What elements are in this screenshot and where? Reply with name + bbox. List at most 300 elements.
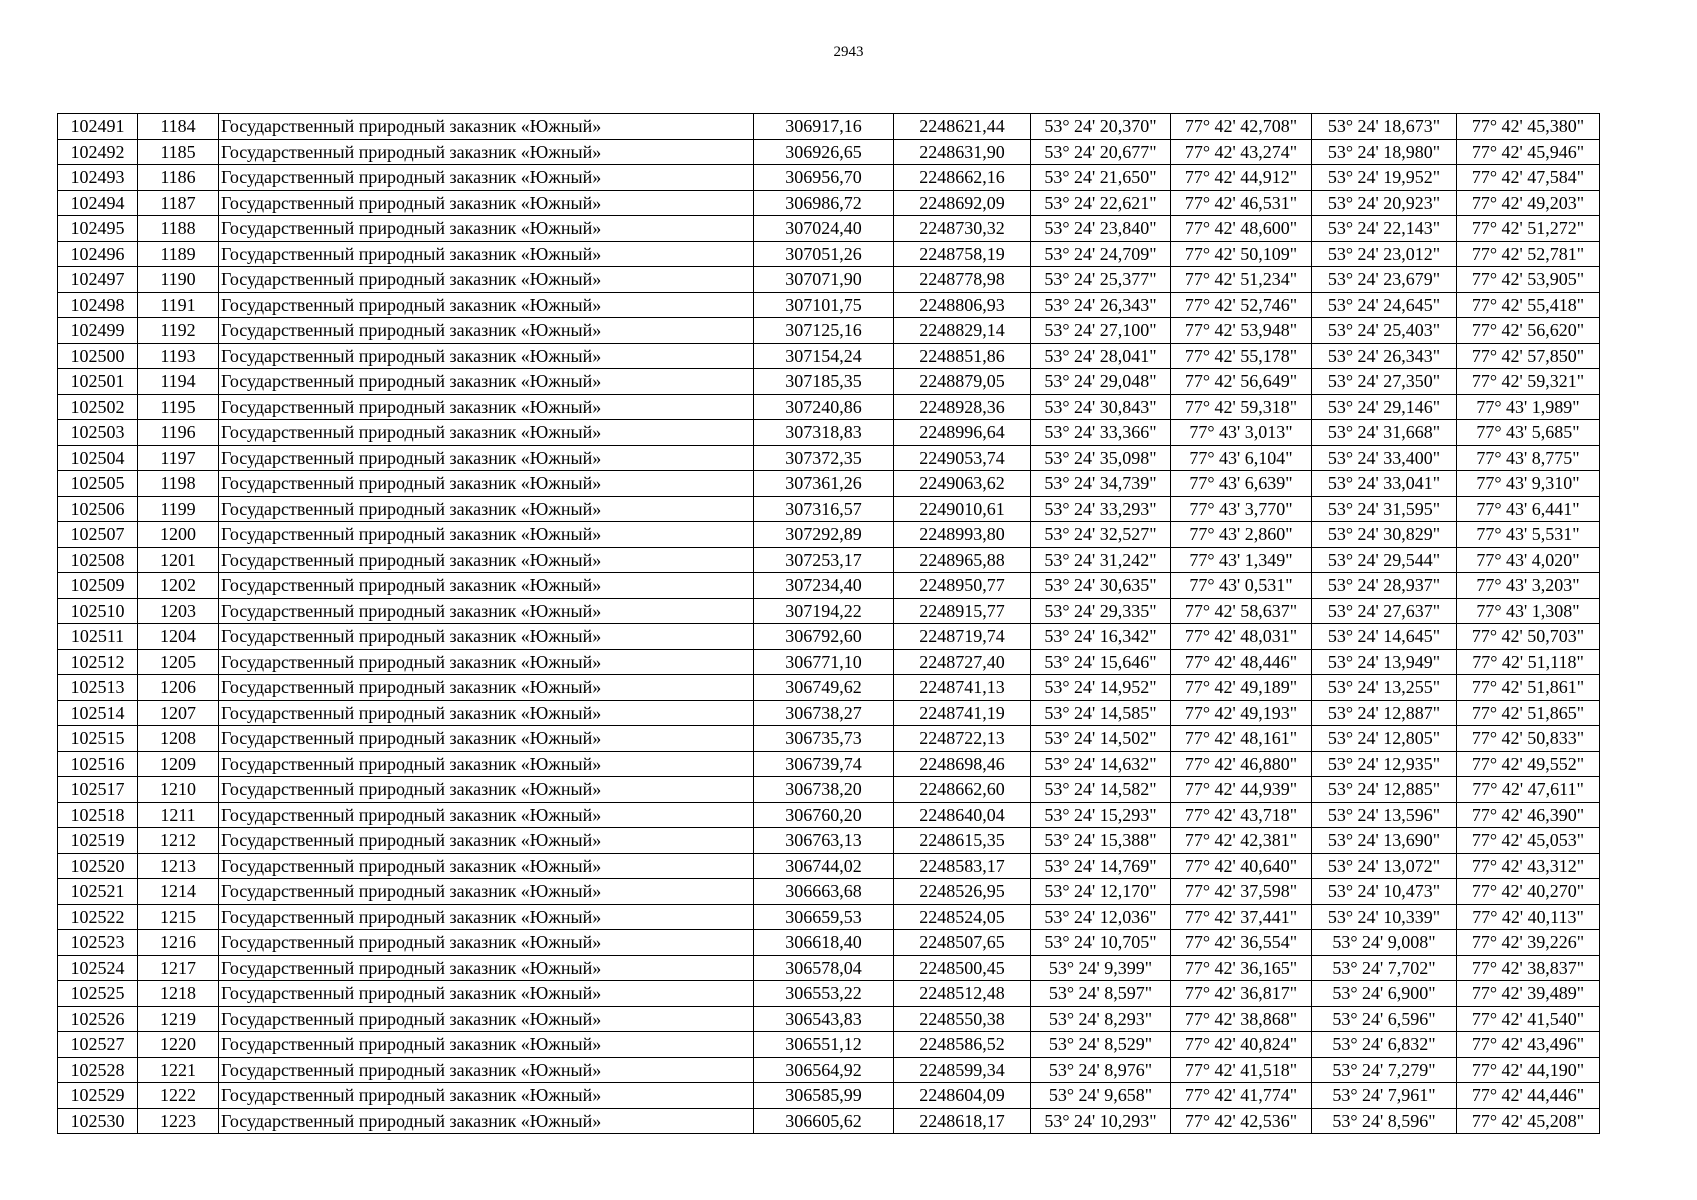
record-id-cell: 102525 xyxy=(58,981,138,1007)
lon-1-cell: 77° 42' 56,649" xyxy=(1171,369,1312,395)
lat-1-cell: 53° 24' 20,370" xyxy=(1031,114,1171,140)
table-row xyxy=(58,471,1600,497)
y-coord-cell: 2248662,16 xyxy=(894,165,1031,191)
x-coord-cell: 306663,68 xyxy=(754,879,894,905)
lon-1-cell: 77° 42' 51,234" xyxy=(1171,267,1312,293)
lat-2-cell: 53° 24' 13,690" xyxy=(1312,828,1457,854)
lon-2-cell: 77° 42' 44,446" xyxy=(1457,1083,1600,1109)
lat-1-cell: 53° 24' 8,293" xyxy=(1031,1006,1171,1032)
lon-2-cell: 77° 42' 45,946" xyxy=(1457,139,1600,165)
lon-1-cell: 77° 43' 0,531" xyxy=(1171,573,1312,599)
lat-1-cell: 53° 24' 14,952" xyxy=(1031,675,1171,701)
lon-2-cell: 77° 42' 45,380" xyxy=(1457,114,1600,140)
lon-2-cell: 77° 42' 49,552" xyxy=(1457,751,1600,777)
x-coord-cell: 306605,62 xyxy=(754,1108,894,1134)
lon-1-cell: 77° 43' 1,349" xyxy=(1171,547,1312,573)
y-coord-cell: 2248698,46 xyxy=(894,751,1031,777)
point-number-cell: 1199 xyxy=(138,496,219,522)
lon-2-cell: 77° 42' 44,190" xyxy=(1457,1057,1600,1083)
lon-2-cell: 77° 42' 55,418" xyxy=(1457,292,1600,318)
lon-1-cell: 77° 42' 59,318" xyxy=(1171,394,1312,420)
lat-1-cell: 53° 24' 8,976" xyxy=(1031,1057,1171,1083)
y-coord-cell: 2248640,04 xyxy=(894,802,1031,828)
lat-2-cell: 53° 24' 7,702" xyxy=(1312,955,1457,981)
name-cell: Государственный природный заказник «Южный» xyxy=(219,522,754,548)
table-row xyxy=(58,777,1600,803)
lat-2-cell: 53° 24' 9,008" xyxy=(1312,930,1457,956)
point-number-cell: 1217 xyxy=(138,955,219,981)
y-coord-cell: 2248604,09 xyxy=(894,1083,1031,1109)
name-cell: Государственный природный заказник «Южный» xyxy=(219,267,754,293)
x-coord-cell: 306956,70 xyxy=(754,165,894,191)
lon-1-cell: 77° 42' 40,824" xyxy=(1171,1032,1312,1058)
y-coord-cell: 2248507,65 xyxy=(894,930,1031,956)
x-coord-cell: 307101,75 xyxy=(754,292,894,318)
lon-1-cell: 77° 42' 46,531" xyxy=(1171,190,1312,216)
y-coord-cell: 2249010,61 xyxy=(894,496,1031,522)
point-number-cell: 1197 xyxy=(138,445,219,471)
point-number-cell: 1185 xyxy=(138,139,219,165)
lat-1-cell: 53° 24' 21,650" xyxy=(1031,165,1171,191)
y-coord-cell: 2248500,45 xyxy=(894,955,1031,981)
lat-2-cell: 53° 24' 13,072" xyxy=(1312,853,1457,879)
table-row xyxy=(58,318,1600,344)
lat-1-cell: 53° 24' 15,388" xyxy=(1031,828,1171,854)
point-number-cell: 1201 xyxy=(138,547,219,573)
record-id-cell: 102514 xyxy=(58,700,138,726)
y-coord-cell: 2249053,74 xyxy=(894,445,1031,471)
lon-2-cell: 77° 42' 51,861" xyxy=(1457,675,1600,701)
table-row xyxy=(58,445,1600,471)
y-coord-cell: 2248692,09 xyxy=(894,190,1031,216)
lat-1-cell: 53° 24' 14,582" xyxy=(1031,777,1171,803)
x-coord-cell: 307071,90 xyxy=(754,267,894,293)
lon-2-cell: 77° 42' 47,611" xyxy=(1457,777,1600,803)
lat-1-cell: 53° 24' 25,377" xyxy=(1031,267,1171,293)
record-id-cell: 102515 xyxy=(58,726,138,752)
lat-2-cell: 53° 24' 6,596" xyxy=(1312,1006,1457,1032)
table-row xyxy=(58,267,1600,293)
lon-2-cell: 77° 42' 43,496" xyxy=(1457,1032,1600,1058)
x-coord-cell: 306763,13 xyxy=(754,828,894,854)
point-number-cell: 1195 xyxy=(138,394,219,420)
x-coord-cell: 306917,16 xyxy=(754,114,894,140)
point-number-cell: 1210 xyxy=(138,777,219,803)
table-row xyxy=(58,751,1600,777)
lat-1-cell: 53° 24' 14,502" xyxy=(1031,726,1171,752)
name-cell: Государственный природный заказник «Южный» xyxy=(219,649,754,675)
lon-1-cell: 77° 42' 40,640" xyxy=(1171,853,1312,879)
lon-2-cell: 77° 42' 50,833" xyxy=(1457,726,1600,752)
record-id-cell: 102497 xyxy=(58,267,138,293)
lon-1-cell: 77° 42' 37,441" xyxy=(1171,904,1312,930)
name-cell: Государственный природный заказник «Южный» xyxy=(219,165,754,191)
point-number-cell: 1213 xyxy=(138,853,219,879)
table-row xyxy=(58,241,1600,267)
point-number-cell: 1192 xyxy=(138,318,219,344)
table-row xyxy=(58,190,1600,216)
record-id-cell: 102517 xyxy=(58,777,138,803)
lat-2-cell: 53° 24' 7,961" xyxy=(1312,1083,1457,1109)
name-cell: Государственный природный заказник «Южный» xyxy=(219,904,754,930)
x-coord-cell: 307361,26 xyxy=(754,471,894,497)
name-cell: Государственный природный заказник «Южный» xyxy=(219,675,754,701)
y-coord-cell: 2248741,19 xyxy=(894,700,1031,726)
lon-1-cell: 77° 42' 38,868" xyxy=(1171,1006,1312,1032)
record-id-cell: 102491 xyxy=(58,114,138,140)
table-row xyxy=(58,496,1600,522)
y-coord-cell: 2248662,60 xyxy=(894,777,1031,803)
record-id-cell: 102520 xyxy=(58,853,138,879)
y-coord-cell: 2248618,17 xyxy=(894,1108,1031,1134)
lat-2-cell: 53° 24' 23,679" xyxy=(1312,267,1457,293)
y-coord-cell: 2248615,35 xyxy=(894,828,1031,854)
lat-1-cell: 53° 24' 14,769" xyxy=(1031,853,1171,879)
y-coord-cell: 2248586,52 xyxy=(894,1032,1031,1058)
lon-2-cell: 77° 42' 45,053" xyxy=(1457,828,1600,854)
point-number-cell: 1190 xyxy=(138,267,219,293)
name-cell: Государственный природный заказник «Южный» xyxy=(219,573,754,599)
y-coord-cell: 2248512,48 xyxy=(894,981,1031,1007)
record-id-cell: 102511 xyxy=(58,624,138,650)
lat-1-cell: 53° 24' 20,677" xyxy=(1031,139,1171,165)
lat-2-cell: 53° 24' 29,146" xyxy=(1312,394,1457,420)
lat-2-cell: 53° 24' 7,279" xyxy=(1312,1057,1457,1083)
lon-1-cell: 77° 42' 36,554" xyxy=(1171,930,1312,956)
lat-2-cell: 53° 24' 26,343" xyxy=(1312,343,1457,369)
x-coord-cell: 307051,26 xyxy=(754,241,894,267)
table-row xyxy=(58,369,1600,395)
record-id-cell: 102512 xyxy=(58,649,138,675)
point-number-cell: 1203 xyxy=(138,598,219,624)
lon-1-cell: 77° 42' 48,161" xyxy=(1171,726,1312,752)
y-coord-cell: 2248719,74 xyxy=(894,624,1031,650)
record-id-cell: 102529 xyxy=(58,1083,138,1109)
lon-1-cell: 77° 42' 58,637" xyxy=(1171,598,1312,624)
y-coord-cell: 2249063,62 xyxy=(894,471,1031,497)
x-coord-cell: 306553,22 xyxy=(754,981,894,1007)
point-number-cell: 1196 xyxy=(138,420,219,446)
lon-1-cell: 77° 43' 6,639" xyxy=(1171,471,1312,497)
lat-2-cell: 53° 24' 33,400" xyxy=(1312,445,1457,471)
lat-1-cell: 53° 24' 29,048" xyxy=(1031,369,1171,395)
table-row xyxy=(58,802,1600,828)
y-coord-cell: 2248879,05 xyxy=(894,369,1031,395)
record-id-cell: 102528 xyxy=(58,1057,138,1083)
name-cell: Государственный природный заказник «Южный» xyxy=(219,1057,754,1083)
x-coord-cell: 307292,89 xyxy=(754,522,894,548)
x-coord-cell: 307185,35 xyxy=(754,369,894,395)
point-number-cell: 1222 xyxy=(138,1083,219,1109)
y-coord-cell: 2248996,64 xyxy=(894,420,1031,446)
table-row xyxy=(58,1032,1600,1058)
lon-1-cell: 77° 42' 36,165" xyxy=(1171,955,1312,981)
y-coord-cell: 2248806,93 xyxy=(894,292,1031,318)
name-cell: Государственный природный заказник «Южный» xyxy=(219,853,754,879)
record-id-cell: 102506 xyxy=(58,496,138,522)
lat-1-cell: 53° 24' 9,399" xyxy=(1031,955,1171,981)
lat-2-cell: 53° 24' 13,949" xyxy=(1312,649,1457,675)
y-coord-cell: 2248829,14 xyxy=(894,318,1031,344)
table-row xyxy=(58,1083,1600,1109)
lon-1-cell: 77° 42' 49,189" xyxy=(1171,675,1312,701)
record-id-cell: 102493 xyxy=(58,165,138,191)
x-coord-cell: 306986,72 xyxy=(754,190,894,216)
point-number-cell: 1212 xyxy=(138,828,219,854)
lat-1-cell: 53° 24' 33,293" xyxy=(1031,496,1171,522)
table-row xyxy=(58,853,1600,879)
name-cell: Государственный природный заказник «Южный» xyxy=(219,139,754,165)
lon-2-cell: 77° 42' 40,113" xyxy=(1457,904,1600,930)
lon-1-cell: 77° 43' 3,770" xyxy=(1171,496,1312,522)
lon-2-cell: 77° 42' 49,203" xyxy=(1457,190,1600,216)
y-coord-cell: 2248993,80 xyxy=(894,522,1031,548)
record-id-cell: 102522 xyxy=(58,904,138,930)
name-cell: Государственный природный заказник «Южный» xyxy=(219,420,754,446)
lat-1-cell: 53° 24' 33,366" xyxy=(1031,420,1171,446)
point-number-cell: 1187 xyxy=(138,190,219,216)
record-id-cell: 102498 xyxy=(58,292,138,318)
coordinates-table xyxy=(57,113,1600,1134)
record-id-cell: 102499 xyxy=(58,318,138,344)
lat-2-cell: 53° 24' 6,832" xyxy=(1312,1032,1457,1058)
lat-1-cell: 53° 24' 10,705" xyxy=(1031,930,1171,956)
table-row xyxy=(58,522,1600,548)
name-cell: Государственный природный заказник «Южный» xyxy=(219,241,754,267)
lat-1-cell: 53° 24' 15,293" xyxy=(1031,802,1171,828)
record-id-cell: 102521 xyxy=(58,879,138,905)
lon-1-cell: 77° 42' 44,939" xyxy=(1171,777,1312,803)
x-coord-cell: 306792,60 xyxy=(754,624,894,650)
table-row xyxy=(58,547,1600,573)
lat-1-cell: 53° 24' 35,098" xyxy=(1031,445,1171,471)
point-number-cell: 1209 xyxy=(138,751,219,777)
y-coord-cell: 2248915,77 xyxy=(894,598,1031,624)
lon-2-cell: 77° 42' 57,850" xyxy=(1457,343,1600,369)
name-cell: Государственный природный заказник «Южный» xyxy=(219,496,754,522)
x-coord-cell: 307316,57 xyxy=(754,496,894,522)
x-coord-cell: 306735,73 xyxy=(754,726,894,752)
lon-2-cell: 77° 42' 38,837" xyxy=(1457,955,1600,981)
y-coord-cell: 2248722,13 xyxy=(894,726,1031,752)
record-id-cell: 102507 xyxy=(58,522,138,548)
record-id-cell: 102510 xyxy=(58,598,138,624)
name-cell: Государственный природный заказник «Южный» xyxy=(219,777,754,803)
lon-2-cell: 77° 42' 39,226" xyxy=(1457,930,1600,956)
lon-1-cell: 77° 42' 42,381" xyxy=(1171,828,1312,854)
lat-1-cell: 53° 24' 34,739" xyxy=(1031,471,1171,497)
lat-1-cell: 53° 24' 9,658" xyxy=(1031,1083,1171,1109)
record-id-cell: 102526 xyxy=(58,1006,138,1032)
x-coord-cell: 306926,65 xyxy=(754,139,894,165)
lon-2-cell: 77° 43' 8,775" xyxy=(1457,445,1600,471)
name-cell: Государственный природный заказник «Южный» xyxy=(219,1083,754,1109)
point-number-cell: 1218 xyxy=(138,981,219,1007)
record-id-cell: 102494 xyxy=(58,190,138,216)
table-row xyxy=(58,649,1600,675)
lon-1-cell: 77° 42' 43,274" xyxy=(1171,139,1312,165)
record-id-cell: 102503 xyxy=(58,420,138,446)
table-row xyxy=(58,598,1600,624)
lon-2-cell: 77° 43' 9,310" xyxy=(1457,471,1600,497)
lat-2-cell: 53° 24' 31,668" xyxy=(1312,420,1457,446)
lat-1-cell: 53° 24' 30,635" xyxy=(1031,573,1171,599)
x-coord-cell: 307253,17 xyxy=(754,547,894,573)
table-row xyxy=(58,930,1600,956)
lat-1-cell: 53° 24' 30,843" xyxy=(1031,394,1171,420)
x-coord-cell: 307024,40 xyxy=(754,216,894,242)
lon-2-cell: 77° 42' 51,272" xyxy=(1457,216,1600,242)
lon-1-cell: 77° 43' 3,013" xyxy=(1171,420,1312,446)
table-row xyxy=(58,343,1600,369)
lon-1-cell: 77° 42' 49,193" xyxy=(1171,700,1312,726)
name-cell: Государственный природный заказник «Южный» xyxy=(219,1108,754,1134)
lon-1-cell: 77° 42' 43,718" xyxy=(1171,802,1312,828)
table-row xyxy=(58,1108,1600,1134)
record-id-cell: 102508 xyxy=(58,547,138,573)
table-row xyxy=(58,573,1600,599)
lat-2-cell: 53° 24' 10,339" xyxy=(1312,904,1457,930)
x-coord-cell: 307125,16 xyxy=(754,318,894,344)
table-row xyxy=(58,292,1600,318)
lat-1-cell: 53° 24' 8,597" xyxy=(1031,981,1171,1007)
lat-1-cell: 53° 24' 14,632" xyxy=(1031,751,1171,777)
lat-1-cell: 53° 24' 24,709" xyxy=(1031,241,1171,267)
name-cell: Государственный природный заказник «Южный» xyxy=(219,445,754,471)
record-id-cell: 102509 xyxy=(58,573,138,599)
name-cell: Государственный природный заказник «Южный» xyxy=(219,955,754,981)
lon-2-cell: 77° 43' 5,531" xyxy=(1457,522,1600,548)
point-number-cell: 1211 xyxy=(138,802,219,828)
point-number-cell: 1202 xyxy=(138,573,219,599)
lat-1-cell: 53° 24' 16,342" xyxy=(1031,624,1171,650)
lon-2-cell: 77° 42' 52,781" xyxy=(1457,241,1600,267)
lon-1-cell: 77° 42' 41,518" xyxy=(1171,1057,1312,1083)
lon-2-cell: 77° 42' 51,118" xyxy=(1457,649,1600,675)
lon-1-cell: 77° 43' 6,104" xyxy=(1171,445,1312,471)
record-id-cell: 102524 xyxy=(58,955,138,981)
lon-1-cell: 77° 42' 50,109" xyxy=(1171,241,1312,267)
name-cell: Государственный природный заказник «Южный» xyxy=(219,624,754,650)
table-row xyxy=(58,1006,1600,1032)
x-coord-cell: 307372,35 xyxy=(754,445,894,471)
lat-2-cell: 53° 24' 18,980" xyxy=(1312,139,1457,165)
lat-1-cell: 53° 24' 22,621" xyxy=(1031,190,1171,216)
record-id-cell: 102516 xyxy=(58,751,138,777)
name-cell: Государственный природный заказник «Южный» xyxy=(219,930,754,956)
table-row xyxy=(58,1057,1600,1083)
point-number-cell: 1204 xyxy=(138,624,219,650)
table-row xyxy=(58,624,1600,650)
lat-1-cell: 53° 24' 26,343" xyxy=(1031,292,1171,318)
lon-1-cell: 77° 42' 42,708" xyxy=(1171,114,1312,140)
lon-1-cell: 77° 42' 48,600" xyxy=(1171,216,1312,242)
x-coord-cell: 306585,99 xyxy=(754,1083,894,1109)
point-number-cell: 1221 xyxy=(138,1057,219,1083)
name-cell: Государственный природный заказник «Южный» xyxy=(219,216,754,242)
name-cell: Государственный природный заказник «Южный» xyxy=(219,751,754,777)
lon-2-cell: 77° 43' 5,685" xyxy=(1457,420,1600,446)
table-row xyxy=(58,955,1600,981)
x-coord-cell: 306618,40 xyxy=(754,930,894,956)
lat-1-cell: 53° 24' 10,293" xyxy=(1031,1108,1171,1134)
record-id-cell: 102502 xyxy=(58,394,138,420)
name-cell: Государственный природный заказник «Южный» xyxy=(219,598,754,624)
table-row xyxy=(58,216,1600,242)
lon-2-cell: 77° 43' 4,020" xyxy=(1457,547,1600,573)
lat-2-cell: 53° 24' 19,952" xyxy=(1312,165,1457,191)
lon-1-cell: 77° 42' 53,948" xyxy=(1171,318,1312,344)
point-number-cell: 1219 xyxy=(138,1006,219,1032)
point-number-cell: 1191 xyxy=(138,292,219,318)
x-coord-cell: 306739,74 xyxy=(754,751,894,777)
record-id-cell: 102527 xyxy=(58,1032,138,1058)
lon-1-cell: 77° 43' 2,860" xyxy=(1171,522,1312,548)
name-cell: Государственный природный заказник «Южный» xyxy=(219,828,754,854)
lon-2-cell: 77° 43' 6,441" xyxy=(1457,496,1600,522)
lon-2-cell: 77° 43' 1,989" xyxy=(1457,394,1600,420)
lat-2-cell: 53° 24' 12,887" xyxy=(1312,700,1457,726)
lat-2-cell: 53° 24' 20,923" xyxy=(1312,190,1457,216)
lat-1-cell: 53° 24' 12,170" xyxy=(1031,879,1171,905)
lat-2-cell: 53° 24' 30,829" xyxy=(1312,522,1457,548)
record-id-cell: 102495 xyxy=(58,216,138,242)
x-coord-cell: 306744,02 xyxy=(754,853,894,879)
name-cell: Государственный природный заказник «Южный» xyxy=(219,1032,754,1058)
point-number-cell: 1223 xyxy=(138,1108,219,1134)
name-cell: Государственный природный заказник «Южный» xyxy=(219,726,754,752)
lat-1-cell: 53° 24' 8,529" xyxy=(1031,1032,1171,1058)
point-number-cell: 1200 xyxy=(138,522,219,548)
x-coord-cell: 306760,20 xyxy=(754,802,894,828)
y-coord-cell: 2248524,05 xyxy=(894,904,1031,930)
y-coord-cell: 2248550,38 xyxy=(894,1006,1031,1032)
name-cell: Государственный природный заказник «Южный» xyxy=(219,292,754,318)
table-row xyxy=(58,726,1600,752)
table-body xyxy=(58,114,1600,1134)
lat-2-cell: 53° 24' 12,935" xyxy=(1312,751,1457,777)
table-row xyxy=(58,828,1600,854)
y-coord-cell: 2248851,86 xyxy=(894,343,1031,369)
lat-1-cell: 53° 24' 23,840" xyxy=(1031,216,1171,242)
x-coord-cell: 306771,10 xyxy=(754,649,894,675)
record-id-cell: 102530 xyxy=(58,1108,138,1134)
lat-2-cell: 53° 24' 10,473" xyxy=(1312,879,1457,905)
y-coord-cell: 2248583,17 xyxy=(894,853,1031,879)
lat-2-cell: 53° 24' 27,637" xyxy=(1312,598,1457,624)
x-coord-cell: 306564,92 xyxy=(754,1057,894,1083)
lon-2-cell: 77° 42' 50,703" xyxy=(1457,624,1600,650)
y-coord-cell: 2248950,77 xyxy=(894,573,1031,599)
table-row xyxy=(58,139,1600,165)
lat-2-cell: 53° 24' 13,255" xyxy=(1312,675,1457,701)
name-cell: Государственный природный заказник «Южный» xyxy=(219,471,754,497)
lon-1-cell: 77° 42' 41,774" xyxy=(1171,1083,1312,1109)
lon-2-cell: 77° 42' 53,905" xyxy=(1457,267,1600,293)
name-cell: Государственный природный заказник «Южный» xyxy=(219,318,754,344)
table-row xyxy=(58,904,1600,930)
point-number-cell: 1198 xyxy=(138,471,219,497)
name-cell: Государственный природный заказник «Южный» xyxy=(219,394,754,420)
table-row xyxy=(58,879,1600,905)
table-row xyxy=(58,394,1600,420)
point-number-cell: 1188 xyxy=(138,216,219,242)
lon-2-cell: 77° 42' 39,489" xyxy=(1457,981,1600,1007)
lat-1-cell: 53° 24' 32,527" xyxy=(1031,522,1171,548)
table-row xyxy=(58,420,1600,446)
lat-2-cell: 53° 24' 25,403" xyxy=(1312,318,1457,344)
name-cell: Государственный природный заказник «Южный» xyxy=(219,700,754,726)
